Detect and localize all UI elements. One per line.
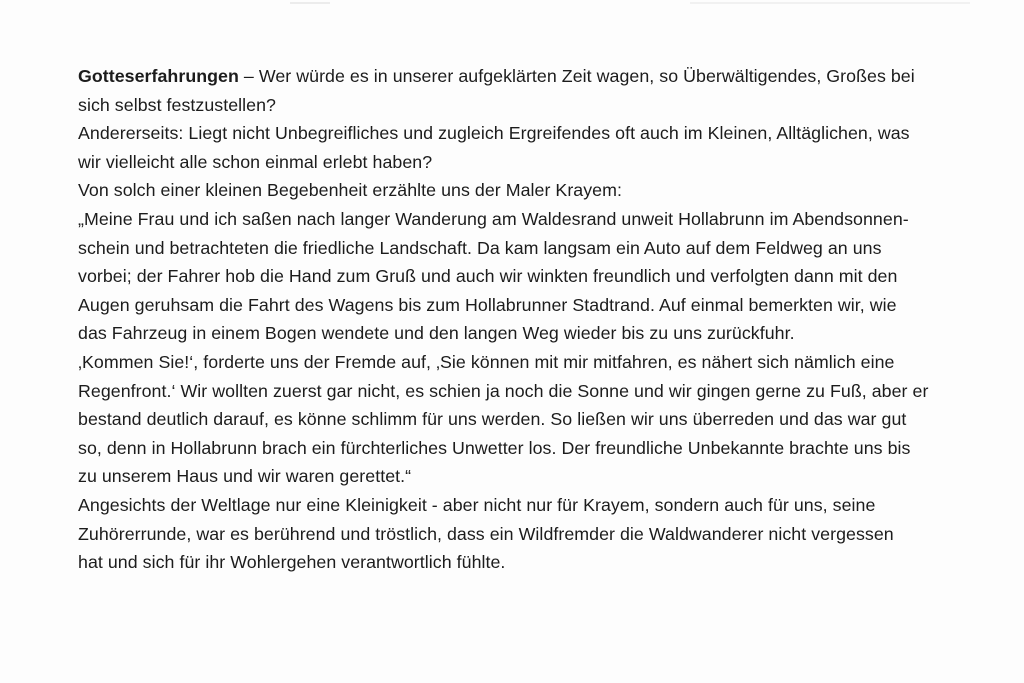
paragraph-line-13: bestand deutlich darauf, es könne schlimm für uns werden. So ließen wir uns überreden und das war gut xyxy=(78,409,907,430)
paragraph-line-17: Zuhörerrunde, war es berührend und tröstlich, dass ein Wildfremder die Waldwanderer nicht vergessen xyxy=(78,523,894,544)
article-text xyxy=(78,62,978,577)
heading-continuation: – Wer würde es in unserer aufgeklärten Zeit wagen, so Überwältigendes, Großes bei xyxy=(238,66,915,86)
article-heading: Gotteserfahrungen xyxy=(78,66,239,86)
paragraph-line-9: Augen geruhsam die Fahrt des Wagens bis zum Hollabrunner Stadtrand. Auf einmal bemerkten wir, wie xyxy=(78,294,897,315)
paragraph-line-5: Von solch einer kleinen Begebenheit erzählte uns der Maler Krayem: xyxy=(78,180,622,201)
paragraph-line-1 xyxy=(78,62,978,91)
paragraph-line-16: Angesichts der Weltlage nur eine Kleinigkeit - aber nicht nur für Krayem, sondern auch für uns, seine xyxy=(78,494,876,515)
paragraph-line-8: vorbei; der Fahrer hob die Hand zum Gruß und auch wir winkten freundlich und verfolgten dann mit den xyxy=(78,266,898,287)
paragraph-line-6: „Meine Frau und ich saßen nach langer Wanderung am Waldesrand unweit Hollabrunn im Abendsonnen- xyxy=(78,208,909,229)
paragraph-line-3: Andererseits: Liegt nicht Unbegreifliches und zugleich Ergreifendes oft auch im Kleinen, Alltäglichen, was xyxy=(78,123,910,144)
paragraph-line-4: wir vielleicht alle schon einmal erlebt haben? xyxy=(78,151,433,172)
paragraph-line-14: so, denn in Hollabrunn brach ein fürchterliches Unwetter los. Der freundliche Unbekannte brachte uns bis xyxy=(78,437,911,458)
scan-artifact xyxy=(690,2,970,4)
paragraph-line-10: das Fahrzeug in einem Bogen wendete und den langen Weg wieder bis zu uns zurückfuhr. xyxy=(78,323,795,344)
paragraph-line-2: sich selbst festzustellen? xyxy=(78,94,276,115)
paragraph-line-7: schein und betrachteten die friedliche Landschaft. Da kam langsam ein Auto auf dem Feldweg an uns xyxy=(78,237,882,258)
paragraph-line-11: ‚Kommen Sie!‘, forderte uns der Fremde auf, ‚Sie können mit mir mitfahren, es nähert sich nämlich eine xyxy=(78,351,895,372)
paragraph-line-12: Regenfront.‘ Wir wollten zuerst gar nicht, es schien ja noch die Sonne und wir gingen gerne zu Fuß, aber er xyxy=(78,380,929,401)
paragraph-line-15: zu unserem Haus und wir waren gerettet.“ xyxy=(78,466,412,487)
paragraph-line-18: hat und sich für ihr Wohlergehen verantwortlich fühlte. xyxy=(78,552,506,573)
scan-artifact xyxy=(290,2,330,4)
